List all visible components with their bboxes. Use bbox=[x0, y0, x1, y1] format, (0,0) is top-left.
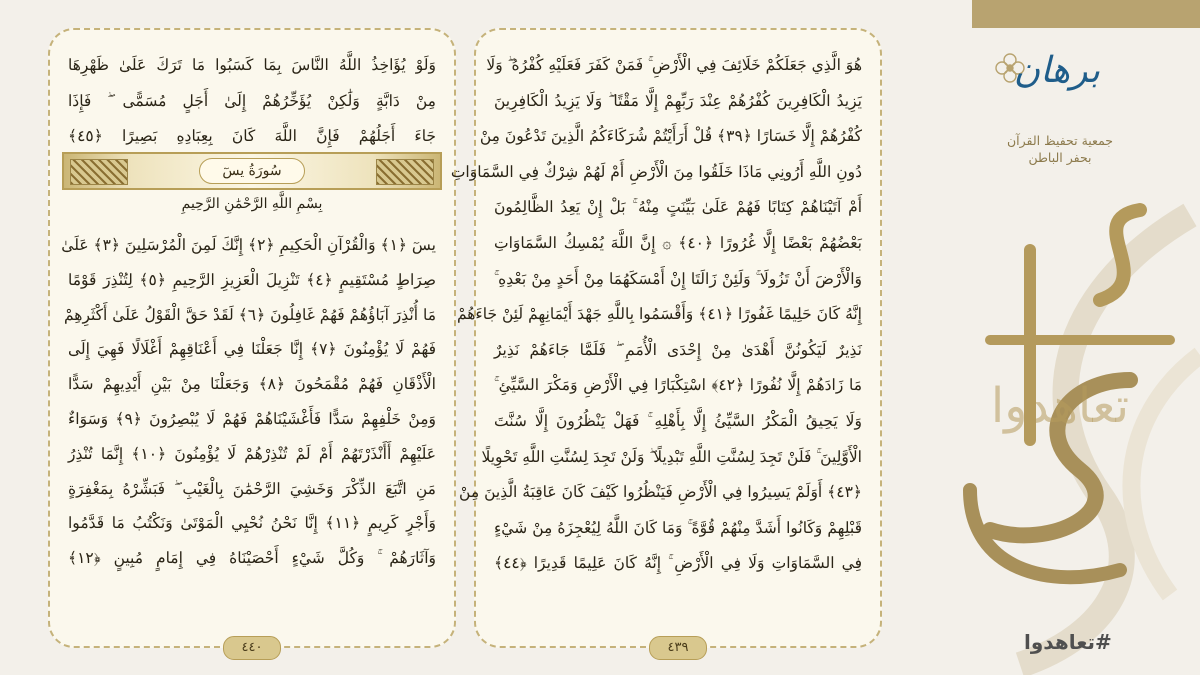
ayah-line: نَذِيرٌ لَيَكُونُنَّ أَهْدَىٰ مِنْ إِحْدَى الْأُمَمِ ۖ فَلَمَّا جَاءَهُمْ نَذِيرٌ bbox=[494, 340, 862, 359]
ayah-line: كُفْرُهُمْ إِلَّا خَسَارًا ﴿٣٩﴾ قُلْ أَرَأَيْتُمْ شُرَكَاءَكُمُ الَّذِينَ تَدْعُونَ مِنْ bbox=[479, 127, 862, 146]
burhan-logo bbox=[990, 38, 1110, 108]
ayah-lines-bottom bbox=[61, 228, 436, 576]
ayah-line: صِرَاطٍ مُسْتَقِيمٍ ﴿٤﴾ تَنْزِيلَ الْعَزِيزِ الرَّحِيمِ ﴿٥﴾ لِتُنْذِرَ قَوْمًا bbox=[68, 270, 436, 289]
ayah-line: يَزِيدُ الْكَافِرِينَ كُفْرُهُمْ عِنْدَ رَبِّهِمْ إِلَّا مَقْتًا ۖ وَلَا يَزِيدُ الْكَافِرِينَ bbox=[494, 91, 862, 110]
ayah-line: فَهُمْ لَا يُؤْمِنُونَ ﴿٧﴾ إِنَّا جَعَلْنَا فِي أَعْنَاقِهِمْ أَغْلَالًا فَهِيَ إِلَى bbox=[68, 340, 436, 359]
ayah-line: قَبْلِهِمْ وَكَانُوا أَشَدَّ مِنْهُمْ قُوَّةً ۚ وَمَا كَانَ اللَّهُ لِيُعْجِزَهُ مِنْ شَيْءٍ bbox=[494, 518, 862, 537]
tahadu-calligraphy bbox=[930, 190, 1190, 610]
ornament-right bbox=[376, 159, 434, 185]
ayah-lines bbox=[450, 48, 862, 582]
ayah-line: الْأَذْقَانِ فَهُمْ مُقْمَحُونَ ﴿٨﴾ وَجَعَلْنَا مِنْ بَيْنِ أَيْدِيهِمْ سَدًّا bbox=[68, 375, 436, 394]
surah-header-banner bbox=[62, 152, 442, 190]
organization-name bbox=[968, 132, 1152, 166]
ayah-line: مِنْ دَابَّةٍ وَلَٰكِنْ يُؤَخِّرُهُمْ إِلَىٰ أَجَلٍ مُسَمًّى ۖ فَإِذَا bbox=[68, 91, 436, 110]
ayah-line: جَاءَ أَجَلُهُمْ فَإِنَّ اللَّهَ كَانَ بِعِبَادِهِ بَصِيرًا ﴿٤٥﴾ bbox=[68, 127, 436, 146]
organization-name-line1: جمعية تحفيظ القرآن bbox=[1006, 133, 1114, 148]
surah-title: سُورَةُ يسٓ bbox=[199, 158, 304, 184]
ayah-line: فِي السَّمَاوَاتِ وَلَا فِي الْأَرْضِ ۚ إِنَّهُ كَانَ عَلِيمًا قَدِيرًا ﴿٤٤﴾ bbox=[494, 554, 862, 573]
ornament-left bbox=[70, 159, 128, 185]
calligraphy-text: تعاهدوا bbox=[990, 378, 1130, 434]
ayah-line: مَنِ اتَّبَعَ الذِّكْرَ وَخَشِيَ الرَّحْمَٰنَ بِالْغَيْبِ ۖ فَبَشِّرْهُ بِمَغْفِرَةٍ bbox=[68, 479, 436, 498]
ayah-line: دُونِ اللَّهِ أَرُونِي مَاذَا خَلَقُوا مِنَ الْأَرْضِ أَمْ لَهُمْ شِرْكٌ فِي السَّمَاوَاتِ bbox=[450, 162, 862, 181]
ayah-line: أَمْ آتَيْنَاهُمْ كِتَابًا فَهُمْ عَلَىٰ بَيِّنَتٍ مِنْهُ ۚ بَلْ إِنْ يَعِدُ الظَّالِمُونَ bbox=[494, 198, 862, 217]
ayah-line: وَلَا يَحِيقُ الْمَكْرُ السَّيِّئُ إِلَّا بِأَهْلِهِ ۚ فَهَلْ يَنْظُرُونَ إِلَّا سُنَّتَ bbox=[494, 411, 862, 430]
ayah-line: مَا أُنْذِرَ آبَاؤُهُمْ فَهُمْ غَافِلُونَ ﴿٦﴾ لَقَدْ حَقَّ الْقَوْلُ عَلَىٰ أَكْثَرِهِمْ bbox=[63, 305, 436, 324]
ayah-line: الْأَوَّلِينَ ۚ فَلَنْ تَجِدَ لِسُنَّتِ اللَّهِ تَبْدِيلًا ۖ وَلَنْ تَجِدَ لِسُنَّتِ اللَّهِ تَحْوِيلًا bbox=[481, 447, 862, 466]
mushaf-page-439 bbox=[450, 28, 882, 655]
mushaf-page-440 bbox=[48, 28, 456, 655]
ayah-line: بَعْضُهُمْ بَعْضًا إِلَّا غُرُورًا ﴿٤٠﴾ ۞ إِنَّ اللَّهَ يُمْسِكُ السَّمَاوَاتِ bbox=[494, 233, 862, 252]
ayah-lines-top bbox=[68, 48, 436, 155]
ayah-line: يسٓ ﴿١﴾ وَالْقُرْآنِ الْحَكِيمِ ﴿٢﴾ إِنَّكَ لَمِنَ الْمُرْسَلِينَ ﴿٣﴾ عَلَىٰ bbox=[61, 236, 436, 254]
ayah-line: مَا زَادَهُمْ إِلَّا نُفُورًا ﴿٤٢﴾ اسْتِكْبَارًا فِي الْأَرْضِ وَمَكْرَ السَّيِّئِ ۚ bbox=[494, 376, 862, 395]
ayah-line: وَآثَارَهُمْ ۚ وَكُلَّ شَيْءٍ أَحْصَيْنَاهُ فِي إِمَامٍ مُبِينٍ ﴿١٢﴾ bbox=[68, 549, 436, 568]
ayah-line: وَلَوْ يُؤَاخِذُ اللَّهُ النَّاسَ بِمَا كَسَبُوا مَا تَرَكَ عَلَىٰ ظَهْرِهَا bbox=[68, 56, 436, 74]
ayah-line: وَالْأَرْضَ أَنْ تَزُولَا ۚ وَلَئِنْ زَالَتَا إِنْ أَمْسَكَهُمَا مِنْ أَحَدٍ مِنْ بَعْدِهِ ۚ bbox=[494, 269, 862, 288]
ayah-line: وَمِنْ خَلْفِهِمْ سَدًّا فَأَغْشَيْنَاهُمْ فَهُمْ لَا يُبْصِرُونَ ﴿٩﴾ وَسَوَاءٌ bbox=[68, 409, 436, 428]
page-number: ٤٤٠ bbox=[223, 636, 281, 660]
top-gold-band bbox=[972, 0, 1200, 28]
organization-name-line2: بحفر الباطن bbox=[1028, 150, 1092, 165]
logo-wordmark: برهان bbox=[1013, 50, 1100, 91]
ayah-line: ﴿٤٣﴾ أَوَلَمْ يَسِيرُوا فِي الْأَرْضِ فَيَنْظُرُوا كَيْفَ كَانَ عَاقِبَةُ الَّذِينَ مِنْ bbox=[459, 483, 862, 502]
page-number: ٤٣٩ bbox=[649, 636, 707, 660]
hashtag: #تعاهدوا bbox=[1024, 630, 1112, 654]
ayah-line: وَأَجْرٍ كَرِيمٍ ﴿١١﴾ إِنَّا نَحْنُ نُحْيِي الْمَوْتَىٰ وَنَكْتُبُ مَا قَدَّمُوا bbox=[68, 514, 436, 533]
ayah-line: هُوَ الَّذِي جَعَلَكُمْ خَلَائِفَ فِي الْأَرْضِ ۚ فَمَنْ كَفَرَ فَعَلَيْهِ كُفْرُهُ ۖ وَلَا bbox=[486, 56, 862, 74]
ayah-line: عَلَيْهِمْ أَأَنْذَرْتَهُمْ أَمْ لَمْ تُنْذِرْهُمْ لَا يُؤْمِنُونَ ﴿١٠﴾ إِنَّمَا تُنْذِرُ bbox=[68, 444, 436, 463]
ayah-line: إِنَّهُ كَانَ حَلِيمًا غَفُورًا ﴿٤١﴾ وَأَقْسَمُوا بِاللَّهِ جَهْدَ أَيْمَانِهِمْ لَئِنْ جَاءَهُمْ bbox=[456, 305, 862, 324]
basmala: بِسْمِ اللَّهِ الرَّحْمَٰنِ الرَّحِيمِ bbox=[181, 196, 323, 212]
